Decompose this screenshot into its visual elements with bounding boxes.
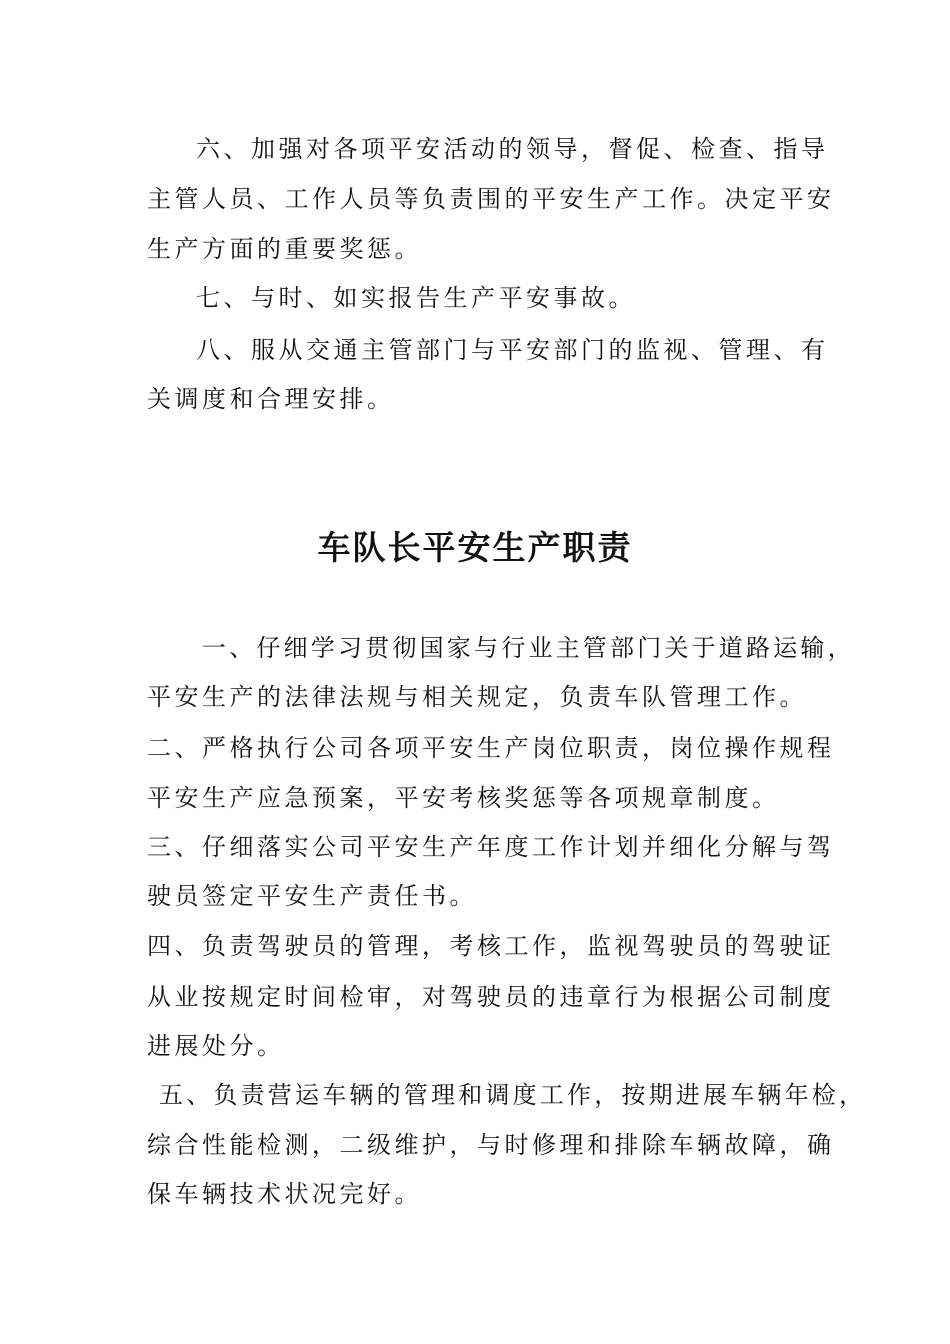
- paragraph-line: 进展处分。: [147, 1032, 285, 1060]
- paragraph-line: 七、与时、如实报告生产平安事故。: [196, 284, 636, 312]
- paragraph-line: 一、仔细学习贯彻国家与行业主管部门关于道路运输，: [202, 634, 855, 662]
- paragraph-line: 平安生产的法律法规与相关规定，负责车队管理工作。: [147, 683, 807, 711]
- paragraph-line: 五、负责营运车辆的管理和调度工作，按期进展车辆年检，: [159, 1081, 867, 1109]
- paragraph-line: 综合性能检测，二级维护，与时修理和排除车辆故障，确: [147, 1131, 835, 1159]
- paragraph-line: 八、服从交通主管部门与平安部门的监视、管理、有: [196, 336, 829, 364]
- paragraph-line: 六、加强对各项平安活动的领导，督促、检查、指导: [196, 135, 829, 163]
- paragraph-line: 三、仔细落实公司平安生产年度工作计划并细化分解与驾: [147, 833, 835, 861]
- paragraph-line: 二、严格执行公司各项平安生产岗位职责，岗位操作规程: [147, 734, 835, 762]
- paragraph-line: 主管人员、工作人员等负责围的平安生产工作。决定平安: [147, 185, 835, 213]
- paragraph-line: 驶员签定平安生产责任书。: [147, 882, 477, 910]
- paragraph-line: 平安生产应急预案，平安考核奖惩等各项规章制度。: [147, 784, 780, 812]
- paragraph-line: 生产方面的重要奖惩。: [147, 235, 422, 263]
- paragraph-line: 关调度和合理安排。: [147, 385, 395, 413]
- paragraph-line: 从业按规定时间检审，对驾驶员的违章行为根据公司制度: [147, 983, 835, 1011]
- paragraph-line: 四、负责驾驶员的管理，考核工作，监视驾驶员的驾驶证: [147, 932, 835, 960]
- page-title: 车队长平安生产职责: [317, 528, 633, 567]
- paragraph-line: 保车辆技术状况完好。: [147, 1180, 422, 1208]
